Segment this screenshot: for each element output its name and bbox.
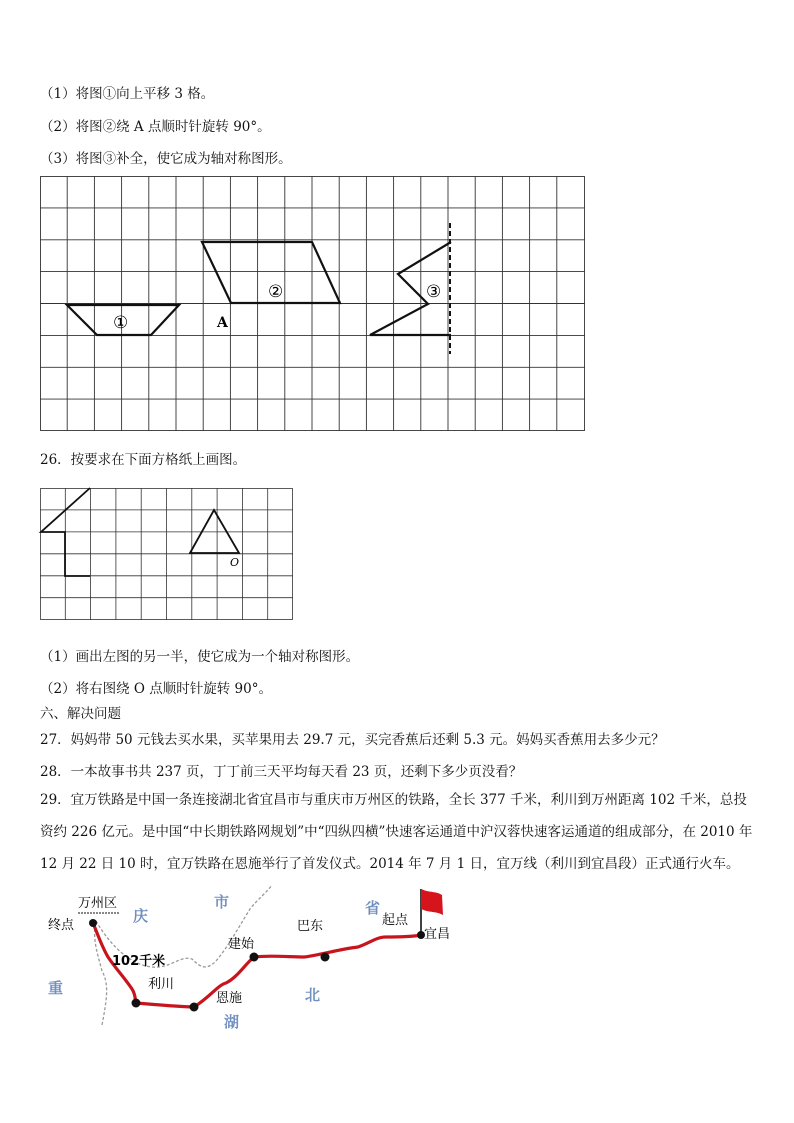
q26-grid-lines xyxy=(40,488,293,620)
label-lichuan: 利川 xyxy=(148,977,175,992)
label-start: 起点 xyxy=(382,913,409,928)
region-char-shi: 市 xyxy=(214,893,230,911)
q25-grid-figure xyxy=(40,176,586,432)
q26-grid-figure xyxy=(40,488,294,621)
q27-text: 27．妈妈带 50 元钱去买水果，买苹果用去 29.7 元，买完香蕉后还剩 5.3 元。妈妈买香蕉用去多少元？ xyxy=(40,732,665,748)
shape-2-label: ② xyxy=(268,282,284,302)
q25-instruction-2: （2）将图②绕 A 点顺时针旋转 90°。 xyxy=(40,119,271,135)
railway-map xyxy=(40,885,470,1035)
q26-title: 26．按要求在下面方格纸上画图。 xyxy=(40,452,247,468)
q25-instruction-1: （1）将图①向上平移 3 格。 xyxy=(40,86,215,102)
label-yichang: 宜昌 xyxy=(424,927,451,942)
q26-instruction-2: （2）将右图绕 O 点顺时针旋转 90°。 xyxy=(40,681,272,697)
shape-3-label: ③ xyxy=(426,282,442,302)
q28-text: 28．一本故事书共 237 页，丁丁前三天平均每天看 23 页，还剩下多少页没看？ xyxy=(40,764,523,780)
q26-instruction-1: （1）画出左图的另一半，使它成为一个轴对称图形。 xyxy=(40,649,360,665)
label-badong: 巴东 xyxy=(297,919,324,934)
shape-1-label: ① xyxy=(113,313,129,333)
label-distance: 102千米 xyxy=(112,954,166,969)
region-char-hu: 湖 xyxy=(224,1013,240,1031)
section-6-title: 六、解决问题 xyxy=(40,706,121,722)
point-A-label: A xyxy=(217,315,228,331)
region-char-chong: 重 xyxy=(48,979,64,997)
point-O-label: O xyxy=(230,556,240,569)
q25-instruction-3: （3）将图③补全，使它成为轴对称图形。 xyxy=(40,151,292,167)
flag-icon xyxy=(421,889,443,915)
label-jianshi: 建始 xyxy=(228,937,255,952)
label-enshi: 恩施 xyxy=(216,991,243,1006)
q29-text: 29．宜万铁路是中国一条连接湖北省宜昌市与重庆市万州区的铁路，全长 377 千米，利川到万州距离 102 千米，总投资约 226 亿元。是中国“中长期铁路网规划”中“四纵四横”快速客运通道中沪汉蓉快速客运通道的组成部分，在 2010 年 12 月 22 日 10 时，宜万铁路在恩施举行了首发仪式。2014 年 7 月 1 日，宜万线（利川到宜昌段）正式通行火车。 xyxy=(40,792,753,872)
region-char-qing: 庆 xyxy=(133,907,149,925)
region-char-sheng: 省 xyxy=(365,899,381,917)
label-end: 终点 xyxy=(48,918,75,933)
region-char-bei: 北 xyxy=(305,986,321,1004)
label-wanzhou: 万州区 xyxy=(78,896,118,911)
